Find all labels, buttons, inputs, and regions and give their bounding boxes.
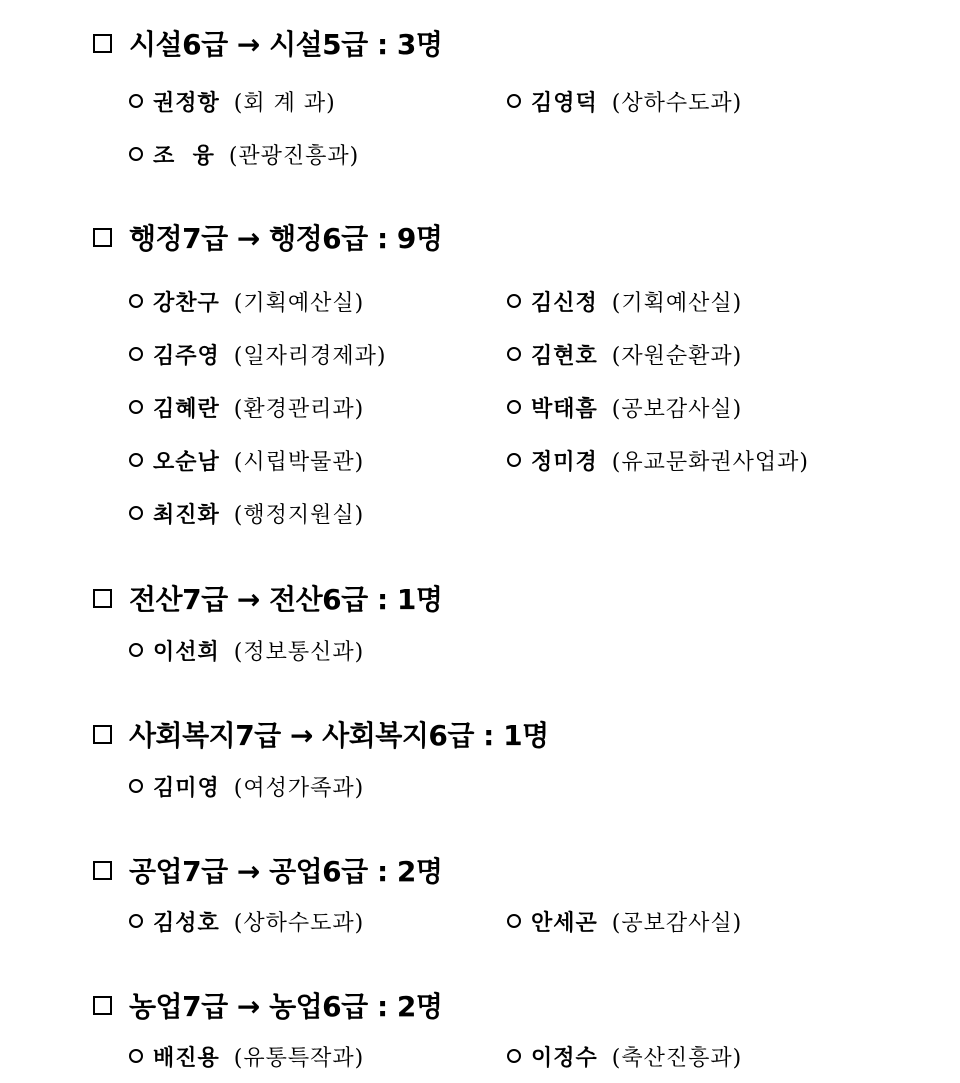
person-department: (기획예산실) <box>611 290 743 316</box>
circle-bullet-icon <box>129 453 143 467</box>
person-department: (공보감사실) <box>611 910 743 936</box>
person-name: 오순남 <box>153 448 220 475</box>
section-heading-text: 행정7급 → 행정6급 : 9명 <box>129 222 443 255</box>
section-heading-text: 전산7급 → 전산6급 : 1명 <box>129 583 443 616</box>
circle-bullet-icon <box>507 1049 521 1063</box>
person-entry <box>129 445 364 475</box>
person-entry <box>129 392 364 422</box>
person-department: (환경관리과) <box>233 396 365 422</box>
circle-bullet-icon <box>507 453 521 467</box>
section-heading <box>93 985 442 1025</box>
circle-bullet-icon <box>507 400 521 414</box>
circle-bullet-icon <box>129 779 143 793</box>
person-name: 권정항 <box>153 89 220 116</box>
checkbox-icon <box>93 861 112 880</box>
checkbox-icon <box>93 725 112 744</box>
person-department: (공보감사실) <box>611 396 743 422</box>
circle-bullet-icon <box>129 643 143 657</box>
circle-bullet-icon <box>129 506 143 520</box>
person-name: 이정수 <box>531 1044 598 1071</box>
circle-bullet-icon <box>507 347 521 361</box>
section-heading <box>93 850 442 890</box>
section-heading-text: 공업7급 → 공업6급 : 2명 <box>129 855 443 888</box>
circle-bullet-icon <box>129 400 143 414</box>
person-entry <box>129 339 386 369</box>
circle-bullet-icon <box>129 347 143 361</box>
person-entry <box>129 139 359 169</box>
circle-bullet-icon <box>129 94 143 108</box>
section-heading-text: 시설6급 → 시설5급 : 3명 <box>129 28 443 61</box>
person-department: (축산진흥과) <box>611 1045 743 1071</box>
person-name: 강찬구 <box>153 289 220 316</box>
circle-bullet-icon <box>129 914 143 928</box>
person-name: 정미경 <box>531 448 598 475</box>
person-entry <box>129 286 364 316</box>
person-name: 배진용 <box>153 1044 220 1071</box>
person-department: (여성가족과) <box>233 775 365 801</box>
circle-bullet-icon <box>129 147 143 161</box>
section-heading <box>93 714 549 754</box>
circle-bullet-icon <box>507 94 521 108</box>
checkbox-icon <box>93 589 112 608</box>
person-name: 박태흠 <box>531 395 598 422</box>
person-entry <box>129 1041 364 1071</box>
person-entry <box>129 498 364 528</box>
person-department: (회 계 과) <box>233 90 336 116</box>
person-entry <box>129 771 364 801</box>
person-department: (자원순환과) <box>611 343 743 369</box>
person-department: (시립박물관) <box>233 449 365 475</box>
circle-bullet-icon <box>129 294 143 308</box>
person-name: 이선희 <box>153 638 220 665</box>
person-department: (상하수도과) <box>611 90 743 116</box>
person-department: (유통특작과) <box>233 1045 365 1071</box>
person-entry <box>129 86 336 116</box>
circle-bullet-icon <box>507 294 521 308</box>
checkbox-icon <box>93 34 112 53</box>
person-entry <box>129 635 364 665</box>
person-name: 김주영 <box>153 342 220 369</box>
person-entry <box>129 906 364 936</box>
person-name: 김성호 <box>153 909 220 936</box>
person-name: 김영덕 <box>531 89 598 116</box>
person-name: 김미영 <box>153 774 220 801</box>
person-name: 조 융 <box>153 142 215 169</box>
person-department: (일자리경제과) <box>233 343 387 369</box>
person-entry <box>507 392 742 422</box>
section-heading-text: 사회복지7급 → 사회복지6급 : 1명 <box>129 719 549 752</box>
person-entry <box>507 445 809 475</box>
person-department: (행정지원실) <box>233 502 365 528</box>
person-department: (유교문화권사업과) <box>611 449 809 475</box>
person-entry <box>507 1041 742 1071</box>
section-heading <box>93 578 442 618</box>
section-heading <box>93 23 442 63</box>
person-department: (관광진흥과) <box>228 143 360 169</box>
person-name: 김신정 <box>531 289 598 316</box>
person-entry <box>507 339 742 369</box>
person-name: 안세곤 <box>531 909 598 936</box>
checkbox-icon <box>93 996 112 1015</box>
section-heading <box>93 217 442 257</box>
circle-bullet-icon <box>129 1049 143 1063</box>
person-name: 최진화 <box>153 501 220 528</box>
person-entry <box>507 286 742 316</box>
person-entry <box>507 906 742 936</box>
person-department: (상하수도과) <box>233 910 365 936</box>
circle-bullet-icon <box>507 914 521 928</box>
person-department: (정보통신과) <box>233 639 365 665</box>
person-department: (기획예산실) <box>233 290 365 316</box>
section-heading-text: 농업7급 → 농업6급 : 2명 <box>129 990 443 1023</box>
person-name: 김현호 <box>531 342 598 369</box>
person-entry <box>507 86 742 116</box>
checkbox-icon <box>93 228 112 247</box>
person-name: 김혜란 <box>153 395 220 422</box>
